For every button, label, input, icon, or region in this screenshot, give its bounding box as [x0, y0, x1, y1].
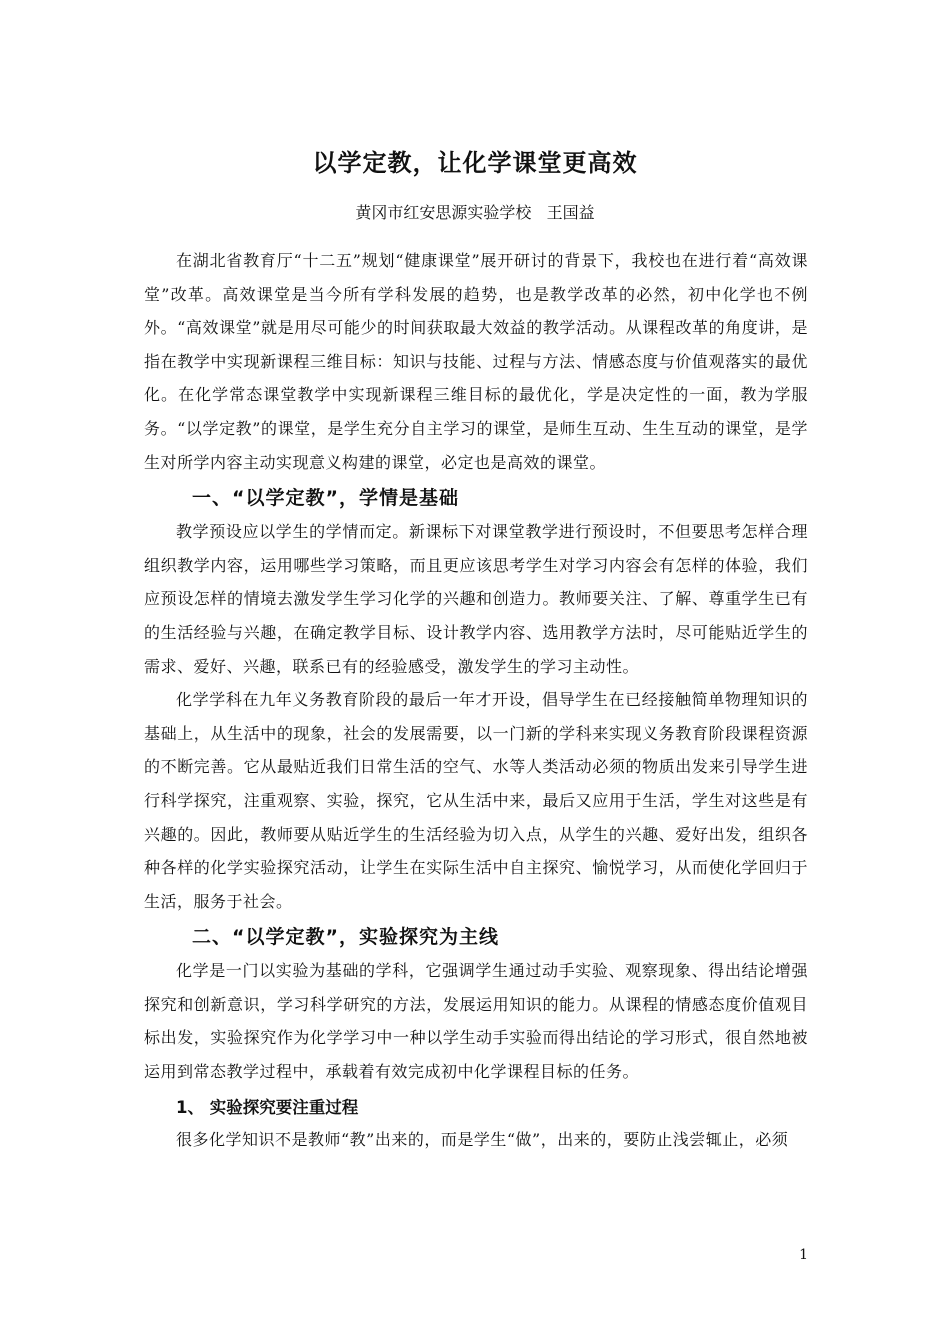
section-heading-2: 二、“以学定教”，实验探究为主线 — [192, 926, 499, 949]
section1-paragraph-2: 化学学科在九年义务教育阶段的最后一年才开设，倡导学生在已经接触简单物理知识的基础上，从生活中的现象，社会的发展需要，以一门新的学科来实现义务教育阶段课程资源的不断完善。它从最贴近我们日常生活的空气、水等人类活动必须的物质出发来引导学生进行科学探究，注重观察、实验，探究，它从生活中来，最后又应用于生活，学生对这些是有兴趣的。因此，教师要从贴近学生的生活经验为切入点，从学生的兴趣、爱好出发，组织各种各样的化学实验探究活动，让学生在实际生活中自主探究、愉悦学习，从而使化学回归于生活，服务于社会。 — [144, 690, 808, 911]
subsection-heading-1: 1、 实验探究要注重过程 — [176, 1097, 359, 1117]
page-number: 1 — [799, 1247, 808, 1263]
section-heading-1: 一、“以学定教”，学情是基础 — [192, 487, 459, 510]
intro-paragraph: 在湖北省教育厅“十二五”规划“健康课堂”展开研讨的背景下，我校也在进行着“高效课堂”改革。高效课堂是当今所有学科发展的趋势，也是教学改革的必然，初中化学也不例外。“高效课堂”就是用尽可能少的时间获取最大效益的教学活动。从课程改革的角度讲，是指在教学中实现新课程三维目标：知识与技能、过程与方法、情感态度与价值观落实的最优化。在化学常态课堂教学中实现新课程三维目标的最优化，学是决定性的一面，教为学服务。“以学定教”的课堂，是学生充分自主学习的课堂，是师生互动、生生互动的课堂，是学生对所学内容主动实现意义构建的课堂，必定也是高效的课堂。 — [144, 251, 808, 472]
author-byline: 黄冈市红安思源实验学校 王国益 — [355, 203, 595, 222]
document-title: 以学定教，让化学课堂更高效 — [312, 149, 638, 177]
section2-paragraph-1: 化学是一门以实验为基础的学科，它强调学生通过动手实验、观察现象、得出结论增强探究和创新意识，学习科学研究的方法，发展运用知识的能力。从课程的情感态度价值观目标出发，实验探究作为化学学习中一种以学生动手实验而得出结论的学习形式，很自然地被运用到常态教学过程中，承载着有效完成初中化学课程目标的任务。 — [144, 961, 808, 1082]
document-body — [144, 244, 808, 1156]
subsection1-paragraph: 很多化学知识不是教师“教”出来的，而是学生“做”，出来的，要防止浅尝辄止，必须 — [176, 1129, 789, 1149]
section1-paragraph-1: 教学预设应以学生的学情而定。新课标下对课堂教学进行预设时，不但要思考怎样合理组织教学内容，运用哪些学习策略，而且更应该思考学生对学习内容会有怎样的体验，我们应预设怎样的情境去激发学生学习化学的兴趣和创造力。教师要关注、了解、尊重学生已有的生活经验与兴趣，在确定教学目标、设计教学内容、选用教学方法时，尽可能贴近学生的需求、爱好、兴趣，联系已有的经验感受，激发学生的学习主动性。 — [144, 522, 808, 676]
